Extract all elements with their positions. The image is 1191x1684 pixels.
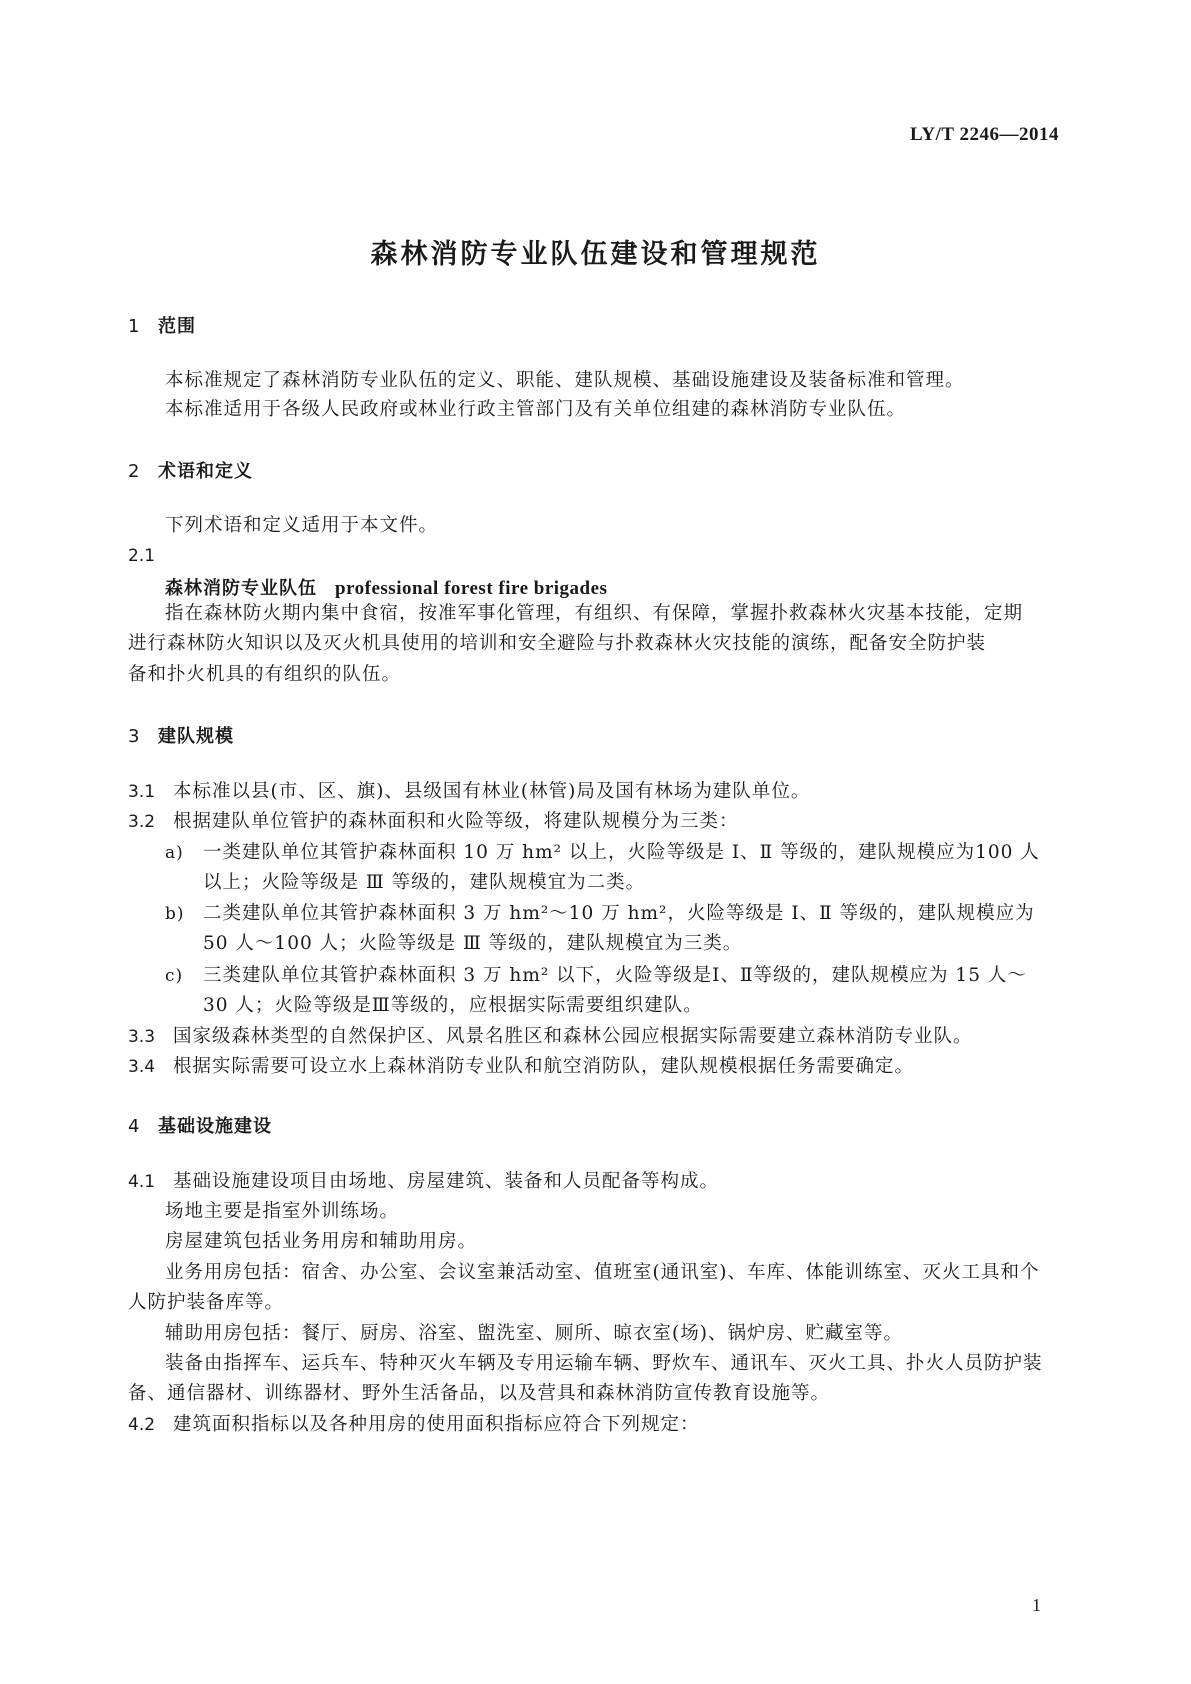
clause-number: 3.1 <box>128 782 156 802</box>
document-title: 森林消防专业队伍建设和管理规范 <box>370 239 821 270</box>
clause-number: 4.1 <box>128 1172 156 1192</box>
clause-text: 国家级森林类型的自然保护区、风景名胜区和森林公园应根据实际需要建立森林消防专业队。 <box>173 1026 973 1047</box>
clause-3-1 <box>128 779 810 805</box>
list-item-continuation: 50 人～100 人；火险等级是 Ⅲ 等级的，建队规模宜为三类。 <box>203 933 743 954</box>
clause-number: 3.2 <box>128 812 156 832</box>
clause-text: 本标准以县(市、区、旗)、县级国有林业(林管)局及国有林场为建队单位。 <box>173 781 811 802</box>
clause-text: 根据实际需要可设立水上森林消防专业队和航空消防队，建队规模根据任务需要确定。 <box>173 1056 915 1077</box>
term-english: professional forest fire brigades <box>335 578 608 599</box>
clause-number: 2.1 <box>128 546 156 566</box>
section-number: 1 <box>128 316 141 337</box>
page-number: 1 <box>1032 1595 1041 1615</box>
list-item <box>165 901 1035 927</box>
list-item <box>165 963 1027 989</box>
definition-line: 备和扑火机具的有组织的队伍。 <box>128 664 402 685</box>
term-entry <box>165 574 607 600</box>
standard-code: LY/T 2246—2014 <box>909 124 1059 145</box>
section-title: 范围 <box>158 316 196 337</box>
section-3-heading <box>128 722 234 748</box>
clause-4-2 <box>128 1412 700 1438</box>
clause-4-1 <box>128 1169 719 1195</box>
paragraph: 本标准适用于各级人民政府或林业行政主管部门及有关单位组建的森林消防专业队伍。 <box>165 399 907 420</box>
section-1-heading <box>128 312 196 338</box>
paragraph: 房屋建筑包括业务用房和辅助用房。 <box>165 1231 478 1252</box>
item-label: a) <box>165 843 184 863</box>
item-label: c) <box>165 966 184 986</box>
item-text: 一类建队单位其管护森林面积 10 万 hm² 以上，火险等级是 Ⅰ、Ⅱ 等级的，建队规模应为100 人 <box>203 842 1040 863</box>
list-item-continuation: 30 人；火险等级是Ⅲ等级的，应根据实际需要组织建队。 <box>203 995 703 1016</box>
paragraph: 场地主要是指室外训练场。 <box>165 1201 400 1222</box>
clause-text: 根据建队单位管护的森林面积和火险等级，将建队规模分为三类： <box>173 811 739 832</box>
clause-text: 基础设施建设项目由场地、房屋建筑、装备和人员配备等构成。 <box>173 1171 720 1192</box>
clause-number: 3.3 <box>128 1027 156 1047</box>
section-4-heading <box>128 1112 272 1138</box>
list-item-continuation: 以上；火险等级是 Ⅲ 等级的，建队规模宜为二类。 <box>203 872 646 893</box>
paragraph-continuation: 备、通信器材、训练器材、野外生活备品，以及营具和森林消防宣传教育设施等。 <box>128 1383 831 1404</box>
section-number: 4 <box>128 1116 141 1137</box>
paragraph: 业务用房包括：宿舍、办公室、会议室兼活动室、值班室(通讯室)、车库、体能训练室、灭火工具和个 <box>165 1262 1040 1283</box>
item-text: 二类建队单位其管护森林面积 3 万 hm²～10 万 hm²，火险等级是 Ⅰ、Ⅱ 等级的，建队规模应为 <box>203 903 1035 924</box>
clause-text: 建筑面积指标以及各种用房的使用面积指标应符合下列规定： <box>173 1414 700 1435</box>
clause-number: 3.4 <box>128 1057 156 1077</box>
section-number: 2 <box>128 461 141 482</box>
section-title: 建队规模 <box>158 726 234 747</box>
term-chinese: 森林消防专业队伍 <box>165 578 317 599</box>
definition-line: 进行森林防火知识以及灭火机具使用的培训和安全避险与扑救森林火灾技能的演练，配备安全防护装 <box>128 633 987 654</box>
section-2-heading <box>128 457 253 483</box>
clause-3-2 <box>128 809 739 835</box>
clause-3-3 <box>128 1024 973 1050</box>
paragraph: 下列术语和定义适用于本文件。 <box>165 515 439 536</box>
item-text: 三类建队单位其管护森林面积 3 万 hm² 以下，火险等级是Ⅰ、Ⅱ等级的，建队规模应为 15 人～ <box>203 965 1027 986</box>
section-title: 基础设施建设 <box>158 1116 272 1137</box>
section-number: 3 <box>128 726 141 747</box>
item-label: b) <box>165 904 185 924</box>
paragraph: 装备由指挥车、运兵车、特种灭火车辆及专用运输车辆、野炊车、通讯车、灭火工具、扑火人员防护装 <box>165 1353 1043 1374</box>
list-item <box>165 840 1040 866</box>
definition-line: 指在森林防火期内集中食宿，按准军事化管理，有组织、有保障，掌握扑救森林火灾基本技能，定期 <box>165 603 1024 624</box>
paragraph-continuation: 人防护装备库等。 <box>128 1292 285 1313</box>
paragraph: 本标准规定了森林消防专业队伍的定义、职能、建队规模、基础设施建设及装备标准和管理。 <box>165 370 965 391</box>
section-title: 术语和定义 <box>158 461 253 482</box>
paragraph: 辅助用房包括：餐厅、厨房、浴室、盥洗室、厕所、晾衣室(场)、锅炉房、贮藏室等。 <box>165 1323 903 1344</box>
clause-number: 4.2 <box>128 1415 156 1435</box>
clause-3-4 <box>128 1054 914 1080</box>
